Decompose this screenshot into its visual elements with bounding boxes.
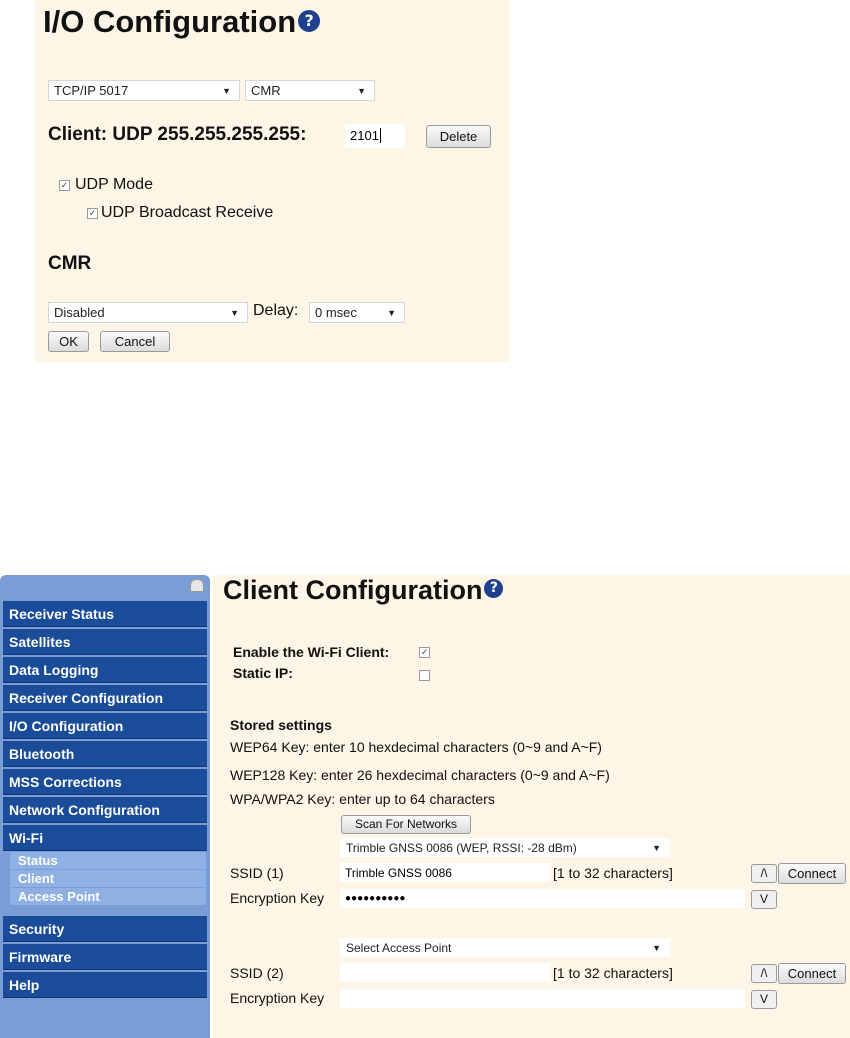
client-config-title-text: Client Configuration <box>223 575 483 605</box>
delay-label: Delay: <box>253 302 299 319</box>
udp-broadcast-checkbox[interactable]: ✓ <box>88 208 97 218</box>
ssid2-connect-button[interactable]: Connect <box>778 963 846 984</box>
ssid1-input-value: Trimble GNSS 0086 <box>345 866 452 880</box>
delay-select[interactable] <box>309 302 405 323</box>
chevron-down-icon: ▼ <box>387 308 396 318</box>
chevron-down-icon: ▼ <box>652 943 661 953</box>
cmr-heading: CMR <box>48 253 92 274</box>
sidebar-item-satellites[interactable]: Satellites <box>3 629 207 655</box>
client-label: Client: UDP 255.255.255.255: <box>48 124 307 145</box>
help-icon[interactable]: ? <box>484 579 503 598</box>
sidebar-item-receiver-configuration[interactable]: Receiver Configuration <box>3 685 207 711</box>
sidebar-item-data-logging[interactable]: Data Logging <box>3 657 207 683</box>
port-input[interactable] <box>345 124 405 148</box>
enc2-label: Encryption Key <box>230 990 325 1006</box>
network-select-1[interactable] <box>340 838 670 857</box>
lock-icon <box>190 579 204 592</box>
chevron-down-icon: ▼ <box>357 86 366 96</box>
port-select-value: TCP/IP 5017 <box>54 83 129 98</box>
sidebar <box>0 575 210 1038</box>
sidebar-item-mss-corrections[interactable]: MSS Corrections <box>3 769 207 795</box>
static-ip-label: Static IP: <box>233 665 293 681</box>
stored-settings-heading: Stored settings <box>230 717 332 733</box>
wpa-hint: WPA/WPA2 Key: enter up to 64 characters <box>230 791 495 807</box>
delete-button[interactable]: Delete <box>426 125 491 148</box>
ssid1-move-down-button[interactable]: V <box>751 890 777 909</box>
type-select-value: CMR <box>251 83 281 98</box>
wep128-hint: WEP128 Key: enter 26 hexdecimal characters (0~9 and A~F) <box>230 767 610 783</box>
enc1-label: Encryption Key <box>230 890 325 906</box>
ssid2-input[interactable] <box>340 963 550 982</box>
ok-button[interactable]: OK <box>48 331 89 352</box>
chevron-down-icon: ▼ <box>230 308 239 318</box>
cmr-select[interactable] <box>48 302 248 323</box>
chevron-down-icon: ▼ <box>652 843 661 853</box>
ssid2-move-up-button[interactable]: /\ <box>751 964 777 983</box>
chevron-down-icon: ▼ <box>222 86 231 96</box>
sidebar-item-security[interactable]: Security <box>3 916 207 942</box>
enc1-input-value: ●●●●●●●●●● <box>345 893 406 904</box>
network-select-2[interactable] <box>340 938 670 957</box>
network-select-2-value: Select Access Point <box>346 941 452 955</box>
sidebar-item-wi-fi[interactable]: Wi-Fi <box>3 825 207 851</box>
static-ip-checkbox[interactable] <box>419 670 430 681</box>
sidebar-subitem-status[interactable]: Status <box>10 852 206 869</box>
io-config-title <box>43 4 320 40</box>
sidebar-item-network-configuration[interactable]: Network Configuration <box>3 797 207 823</box>
sidebar-item-receiver-status[interactable]: Receiver Status <box>3 601 207 627</box>
port-input-value: 2101 <box>350 128 379 143</box>
sidebar-item-firmware[interactable]: Firmware <box>3 944 207 970</box>
cmr-select-value: Disabled <box>54 305 105 320</box>
io-config-panel <box>35 0 510 362</box>
udp-mode-label: UDP Mode <box>75 176 153 193</box>
enc1-input[interactable] <box>340 889 745 908</box>
enable-wifi-label: Enable the Wi-Fi Client: <box>233 644 390 660</box>
wep64-hint: WEP64 Key: enter 10 hexdecimal characters (0~9 and A~F) <box>230 739 602 755</box>
udp-broadcast-label: UDP Broadcast Receive <box>101 204 274 221</box>
sidebar-item-bluetooth[interactable]: Bluetooth <box>3 741 207 767</box>
sidebar-subitem-access-point[interactable]: Access Point <box>10 888 206 905</box>
scan-networks-button[interactable]: Scan For Networks <box>341 815 471 834</box>
sidebar-item-help[interactable]: Help <box>3 972 207 998</box>
network-select-1-value: Trimble GNSS 0086 (WEP, RSSI: -28 dBm) <box>346 841 577 855</box>
ssid1-move-up-button[interactable]: /\ <box>751 864 777 883</box>
enc2-input[interactable] <box>340 989 745 1008</box>
port-select[interactable] <box>48 80 240 101</box>
io-config-title-text: I/O Configuration <box>43 4 297 39</box>
udp-mode-checkbox[interactable]: ✓ <box>60 180 69 190</box>
delay-select-value: 0 msec <box>315 305 357 320</box>
ssid1-input[interactable] <box>340 863 550 882</box>
client-config-title <box>223 575 503 606</box>
enable-wifi-checkbox[interactable]: ✓ <box>420 647 429 657</box>
ssid2-move-down-button[interactable]: V <box>751 990 777 1009</box>
sidebar-item-io-configuration[interactable]: I/O Configuration <box>3 713 207 739</box>
sidebar-subitem-client[interactable]: Client <box>10 870 206 887</box>
ssid2-length-hint: [1 to 32 characters] <box>553 965 673 981</box>
ssid1-connect-button[interactable]: Connect <box>778 863 846 884</box>
ssid1-label: SSID (1) <box>230 865 284 881</box>
ssid1-length-hint: [1 to 32 characters] <box>553 865 673 881</box>
help-icon[interactable]: ? <box>298 10 320 32</box>
type-select[interactable] <box>245 80 375 101</box>
cancel-button[interactable]: Cancel <box>100 331 170 352</box>
client-config-panel <box>213 575 850 1038</box>
ssid2-label: SSID (2) <box>230 965 284 981</box>
